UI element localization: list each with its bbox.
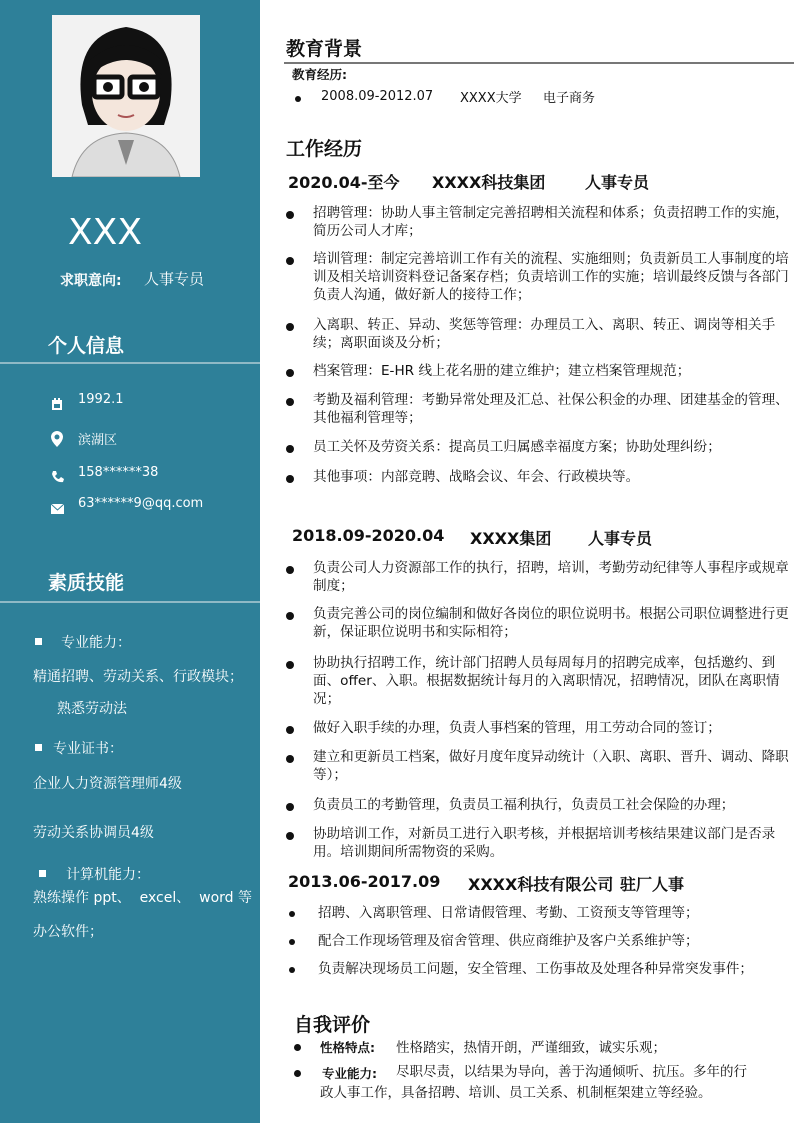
bullet-icon [286,612,294,620]
job-duty-item: 入离职、转正、异动、奖惩等管理：办理员工入、离职、转正、调岗等相关手续；离职面谈及分析； [313,317,776,351]
computer-label: 计算机能力： [66,867,150,883]
computer-text: 熟练操作 ppt、 excel、 word 等 [33,890,252,906]
cert-item: 企业人力资源管理师4级 [33,776,182,792]
bullet-icon [286,661,294,669]
pro-ability-label: 专业能力： [61,635,131,651]
email-icon [51,504,64,514]
intent-label: 求职意向: [60,273,122,289]
bullet-icon [289,967,295,973]
job-duty-item: 档案管理：E-HR 线上花名册的建立维护；建立档案管理规范； [313,363,691,379]
self-eval-label: 专业能力: [322,1066,377,1081]
job-role: 人事专员 [585,173,650,192]
bullet-icon [286,257,294,265]
education-period: 2008.09-2012.07 [321,89,434,104]
phone: 158******38 [78,465,159,480]
job-duty-item: 考勤及福利管理：考勤异常处理及汇总、社保公积金的办理、团建基金的管理、其他福利管理等； [313,392,789,426]
calendar-icon [51,398,63,411]
job-duty-item: 负责公司人力资源部工作的执行，招聘，培训，考勤劳动纪律等人事程序或规章制度； [313,560,789,594]
bullet-icon [286,832,294,840]
bullet-icon [286,755,294,763]
bullet-icon [286,803,294,811]
job-period: 2018.09-2020.04 [292,526,445,545]
phone-icon [51,470,64,483]
bullet-icon [289,939,295,945]
divider [0,362,260,364]
pro-ability-text: 熟悉劳动法 [57,701,127,717]
job-company: XXXX科技有限公司 [468,875,614,894]
job-company: XXXX集团 [470,529,552,548]
job-duty-item: 做好入职手续的办理，负责人事档案的管理，用工劳动合同的签订； [313,720,721,736]
self-eval-text: 尽职尽责，以结果为导向，善于沟通倾听、抗压。多年的行政人事工作，具备招聘、培训、员工关系、机制框架建立等经验。 [320,1064,747,1101]
job-duty-item: 负责完善公司的岗位编制和做好各岗位的职位说明书。根据公司职位调整进行更新，保证职位说明书和实际相符； [313,606,789,640]
job-duty-item: 招聘管理：协助人事主管制定完善招聘相关流程和体系；负责招聘工作的实施，简历公司人才库； [313,205,789,239]
job-role: 人事专员 [588,529,653,548]
cert-label: 专业证书： [53,741,123,757]
bullet-icon [286,398,294,406]
personal-info-title: 个人信息 [48,335,125,357]
job-duty-item: 其他事项：内部竞聘、战略会议、年会、行政模块等。 [313,469,640,485]
bullet-icon [39,870,46,877]
bullet-icon [286,726,294,734]
work-title: 工作经历 [286,138,363,160]
bullet-icon [294,1044,301,1051]
self-eval-label: 性格特点: [320,1040,375,1055]
intent-value: 人事专员 [144,270,205,288]
job-duty-item: 协助培训工作，对新员工进行入职考核，并根据培训考核结果建议部门是否录用。培训期间所需物资的采购。 [313,826,776,860]
sidebar [0,0,260,1123]
pro-ability-text: 精通招聘、劳动关系、行政模块； [33,669,243,685]
job-duty-item: 建立和更新员工档案，做好月度年度异动统计（入职、离职、晋升、调动、降职等）； [313,749,789,783]
email: 63******9@qq.com [78,496,204,511]
bullet-icon [286,445,294,453]
education-major: 电子商务 [543,91,596,106]
job-duty-item: 协助执行招聘工作，统计部门招聘人员每周每月的招聘完成率，包括邀约、到面、offer、入职。根据数据统计每月的入离职情况，招聘情况，团队在离职情况； [313,655,780,707]
divider [0,601,260,603]
education-school: XXXX大学 [460,91,522,106]
job-duty-item: 培训管理：制定完善培训工作有关的流程、实施细则；负责新员工人事制度的培训及相关培训资料登记备案存档；负责培训工作的实施；培训最终反馈与各部门负责人沟通，做好新人的接待工作； [313,251,789,303]
job-company: XXXX科技集团 [432,173,546,192]
avatar [52,15,200,177]
bullet-icon [286,566,294,574]
job-duty-item: 配合工作现场管理及宿舍管理、供应商维护及客户关系维护等； [318,933,699,949]
education-title: 教育背景 [286,38,363,60]
job-duty-item: 招聘、入离职管理、日常请假管理、考勤、工资预支等管理等； [318,905,699,921]
bullet-icon [295,96,301,102]
self-eval-title: 自我评价 [294,1014,371,1036]
bullet-icon [289,911,295,917]
job-duty-item: 负责员工的考勤管理，负责员工福利执行，负责员工社会保险的办理； [313,797,735,813]
cert-item: 劳动关系协调员4级 [33,825,154,841]
job-duty-item: 负责解决现场员工问题，安全管理、工伤事故及处理各种异常突发事件； [318,961,753,977]
job-duty-item: 员工关怀及劳资关系：提高员工归属感幸福度方案；协助处理纠纷； [313,439,721,455]
birth-date: 1992.1 [78,392,124,407]
skills-title: 素质技能 [48,572,125,594]
location: 滨湖区 [78,433,118,448]
computer-text: 办公软件； [33,924,103,940]
candidate-name: XXX [68,212,142,253]
job-period: 2013.06-2017.09 [288,872,441,891]
bullet-icon [286,323,294,331]
bullet-icon [286,475,294,483]
bullet-icon [286,211,294,219]
job-period: 2020.04-至今 [288,173,400,192]
education-subtitle: 教育经历: [292,67,347,82]
divider [284,62,794,64]
bullet-icon [35,638,42,645]
bullet-icon [35,744,42,751]
bullet-icon [286,369,294,377]
self-eval-text: 性格踏实，热情开朗，严谨细致，诚实乐观； [396,1040,666,1056]
location-pin-icon [51,431,63,447]
bullet-icon [294,1070,301,1077]
job-role: 驻厂人事 [620,875,685,894]
